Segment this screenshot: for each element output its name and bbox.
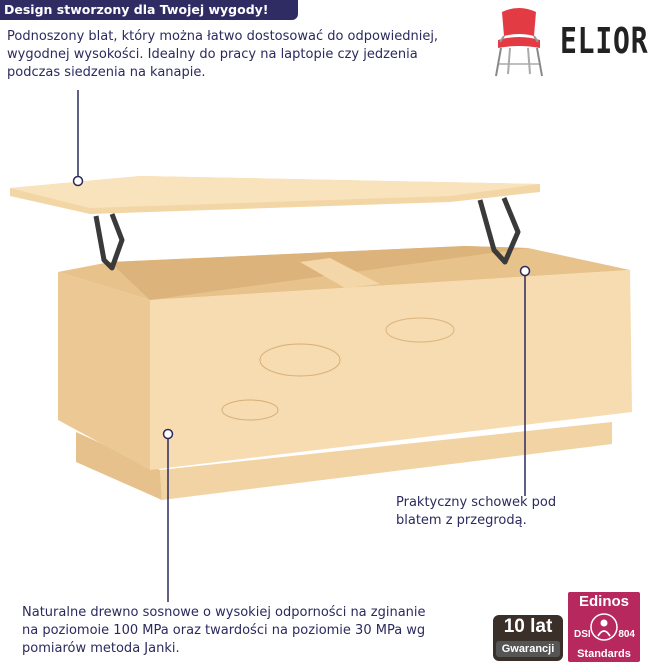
lifted-table-top [10,176,540,214]
lift-top-marker [74,177,83,186]
warranty-badge [493,615,563,661]
edinos-badge: Edinos DSI 804 Standards [568,592,640,662]
edinos-brand: Edinos [578,593,629,610]
brand-logo: ELIOR [560,21,649,62]
lift-top-description: Podnoszony blat, który można łatwo dostosować do odpowiedniej, wygodnej wysokości. Idealny do pracy na laptopie czy jedzenia podczas siedzenia na kanapie. [7,29,439,80]
edinos-label: Standards [577,648,631,660]
warranty-label: Gwarancji [496,641,560,657]
warranty-years: 10 lat [503,616,553,637]
standard-seal-icon [589,612,619,642]
storage-description: Praktyczny schowek pod blatem z przegrodą. [396,495,557,528]
wood-marker [164,430,173,439]
storage-marker [521,267,530,276]
wood-description: Naturalne drewno sosnowe o wysokiej odporności na zginanie na poziomoie 100 MPa oraz twardości na poziomie 30 MPa wg pomiarów metoda Janki. [22,605,426,656]
header-banner: Design stworzony dla Twojej wygody! [0,0,298,20]
